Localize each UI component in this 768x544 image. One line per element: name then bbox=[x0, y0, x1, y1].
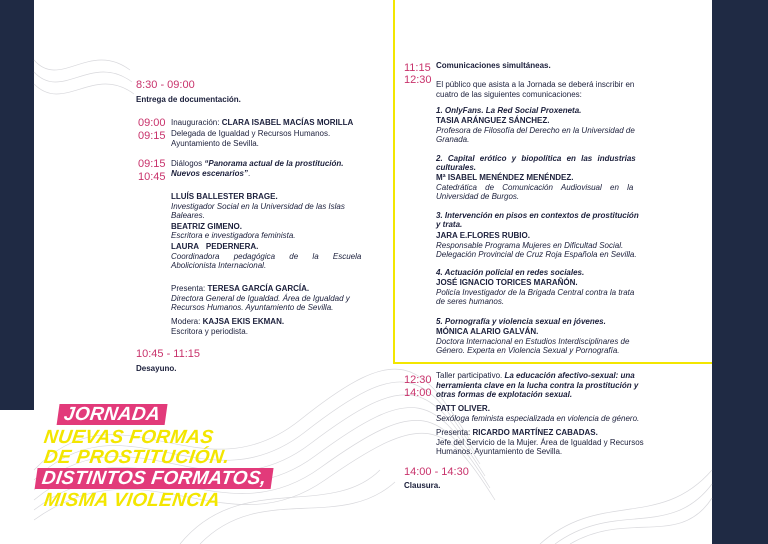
title-distintos-formatos: DISTINTOS FORMATOS, bbox=[35, 468, 274, 489]
time-end: 09:15 bbox=[138, 130, 166, 142]
speaker-desc: Baleares. bbox=[171, 211, 205, 220]
time-start: 12:30 bbox=[404, 374, 432, 386]
yellow-divider-horizontal bbox=[393, 362, 712, 364]
speaker-desc: Investigador Social en la Universidad de las Islas bbox=[171, 202, 345, 211]
communication-title: culturales. bbox=[436, 163, 477, 172]
moderator-label: Modera: bbox=[171, 317, 201, 326]
speaker-name: TASIA ARÁNGUEZ SÁNCHEZ. bbox=[436, 116, 550, 125]
moderator bbox=[171, 317, 284, 327]
presenter-desc: Humanos. Ayuntamiento de Sevilla. bbox=[436, 447, 563, 456]
speaker-desc: Profesora de Filosofía del Derecho en la Universidad de bbox=[436, 126, 635, 135]
session-title: Desayuno. bbox=[136, 364, 177, 373]
speaker-role: Delegada de Igualdad y Recursos Humanos. bbox=[171, 129, 331, 138]
speaker-name: LAURA PEDERNERA. bbox=[171, 242, 259, 251]
session-title: otras formas de explotación sexual. bbox=[436, 390, 573, 399]
time-end: 12:30 bbox=[404, 74, 432, 86]
time-start: 11:15 bbox=[404, 62, 431, 74]
session-title: Comunicaciones simultáneas. bbox=[436, 61, 551, 70]
title-de-prostitucion: DE PROSTITUCIÓN. bbox=[42, 447, 231, 468]
speaker-name: BEATRIZ GIMENO. bbox=[171, 222, 242, 231]
presenter-name: TERESA GARCÍA GARCÍA. bbox=[207, 284, 310, 293]
speaker-name: JOSÉ IGNACIO TORICES MARAÑÓN. bbox=[436, 278, 578, 287]
session-label: Inauguración: bbox=[171, 118, 220, 127]
communication-title: 1. OnlyFans. La Red Social Proxeneta. bbox=[436, 106, 582, 115]
presenter-label: Presenta: bbox=[171, 284, 206, 293]
speaker-desc: Responsable Programa Mujeres en Dificultad Social. bbox=[436, 241, 624, 250]
speaker-desc: Género. Experta en Violencia Sexual y Pornografía. bbox=[436, 346, 620, 355]
presenter-desc: Recursos Humanos. Ayuntamiento de Sevilla. bbox=[171, 303, 334, 312]
presenter-desc: Directora General de Igualdad. Área de Igualdad y bbox=[171, 294, 350, 303]
speaker-desc: Escritora e investigadora feminista. bbox=[171, 231, 296, 240]
presenter bbox=[436, 428, 598, 438]
time-start: 09:00 bbox=[138, 117, 166, 129]
session-title: Clausura. bbox=[404, 481, 441, 490]
speaker-desc: Granada. bbox=[436, 135, 470, 144]
speaker-name: CLARA ISABEL MACÍAS MORILLA bbox=[221, 118, 354, 127]
session-taller bbox=[436, 371, 651, 381]
time-range: 8:30 - 09:00 bbox=[136, 79, 195, 91]
communication-title: 3. Intervención en pisos en contextos de prostitución bbox=[436, 211, 639, 220]
speaker-name: Mª ISABEL MENÉNDEZ MENÉNDEZ. bbox=[436, 173, 574, 182]
presenter-name: RICARDO MARTÍNEZ CABADAS. bbox=[472, 428, 598, 437]
session-title: herramienta clave en la lucha contra la prostitución y bbox=[436, 381, 639, 390]
speaker-desc: de seres humanos. bbox=[436, 297, 505, 306]
speaker-name: LLUÍS BALLESTER BRAGE. bbox=[171, 192, 278, 201]
speaker-desc: Policía Investigador de la Brigada Central contra la trata bbox=[436, 288, 635, 297]
presenter-label: Presenta: bbox=[436, 428, 471, 437]
speaker-desc: Abolicionista Internacional. bbox=[171, 261, 267, 270]
communication-title: y trata. bbox=[436, 220, 463, 229]
moderator-desc: Escritora y periodista. bbox=[171, 327, 248, 336]
speaker-name: MÓNICA ALARIO GALVÁN. bbox=[436, 327, 539, 336]
speaker-desc: Universidad de Burgos. bbox=[436, 192, 520, 201]
session-inauguration bbox=[171, 118, 366, 128]
session-label: Taller participativo. bbox=[436, 371, 503, 380]
speaker-desc: Doctora Internacional en Estudios Interdisciplinares de bbox=[436, 337, 630, 346]
session-intro: El público que asista a la Jornada se deberá inscribir en bbox=[436, 80, 635, 89]
title-jornada: JORNADA bbox=[57, 404, 168, 425]
session-dialogos bbox=[171, 159, 366, 169]
speaker-name: JARA E.FLORES RUBIO. bbox=[436, 231, 530, 240]
time-start: 09:15 bbox=[138, 158, 166, 170]
time-range: 14:00 - 14:30 bbox=[404, 466, 469, 478]
session-title: Entrega de documentación. bbox=[136, 95, 241, 104]
speaker-desc: Catedrática de Comunicación Audiovisual en la bbox=[436, 183, 634, 192]
session-title-continued: Nuevos escenarios”. bbox=[171, 169, 251, 178]
presenter-desc: Jefe del Servicio de la Mujer. Área de Igualdad y Recursos bbox=[436, 438, 644, 447]
session-intro: cuatro de las siguientes comunicaciones: bbox=[436, 90, 582, 99]
speaker-desc: Sexóloga feminista especializada en violencia de género. bbox=[436, 414, 640, 423]
title-misma-violencia: MISMA VIOLENCIA bbox=[42, 490, 222, 511]
time-range: 10:45 - 11:15 bbox=[136, 348, 201, 360]
session-label: Diálogos bbox=[171, 159, 203, 168]
speaker-desc: Delegación Provincial de Cruz Roja Española en Sevilla. bbox=[436, 250, 637, 259]
communication-title: 4. Actuación policial en redes sociales. bbox=[436, 268, 585, 277]
time-end: 14:00 bbox=[404, 387, 432, 399]
yellow-divider-vertical bbox=[393, 0, 395, 362]
speaker-org: Ayuntamiento de Sevilla. bbox=[171, 139, 259, 148]
speaker-name: PATT OLIVER. bbox=[436, 404, 490, 413]
presenter bbox=[171, 284, 309, 294]
communication-title: 2. Capital erótico y biopolítica en las industrias bbox=[436, 154, 636, 163]
communication-title: 5. Pornografía y violencia sexual en jóvenes. bbox=[436, 317, 606, 326]
speaker-desc: Coordinadora pedagógica de la Escuela bbox=[171, 252, 362, 261]
session-title: “Panorama actual de la prostitución. bbox=[204, 159, 344, 168]
title-nuevas-formas: NUEVAS FORMAS bbox=[42, 427, 215, 448]
session-title: La educación afectivo-sexual: una bbox=[504, 371, 635, 380]
moderator-name: KAJSA EKIS EKMAN. bbox=[202, 317, 285, 326]
time-end: 10:45 bbox=[138, 171, 166, 183]
